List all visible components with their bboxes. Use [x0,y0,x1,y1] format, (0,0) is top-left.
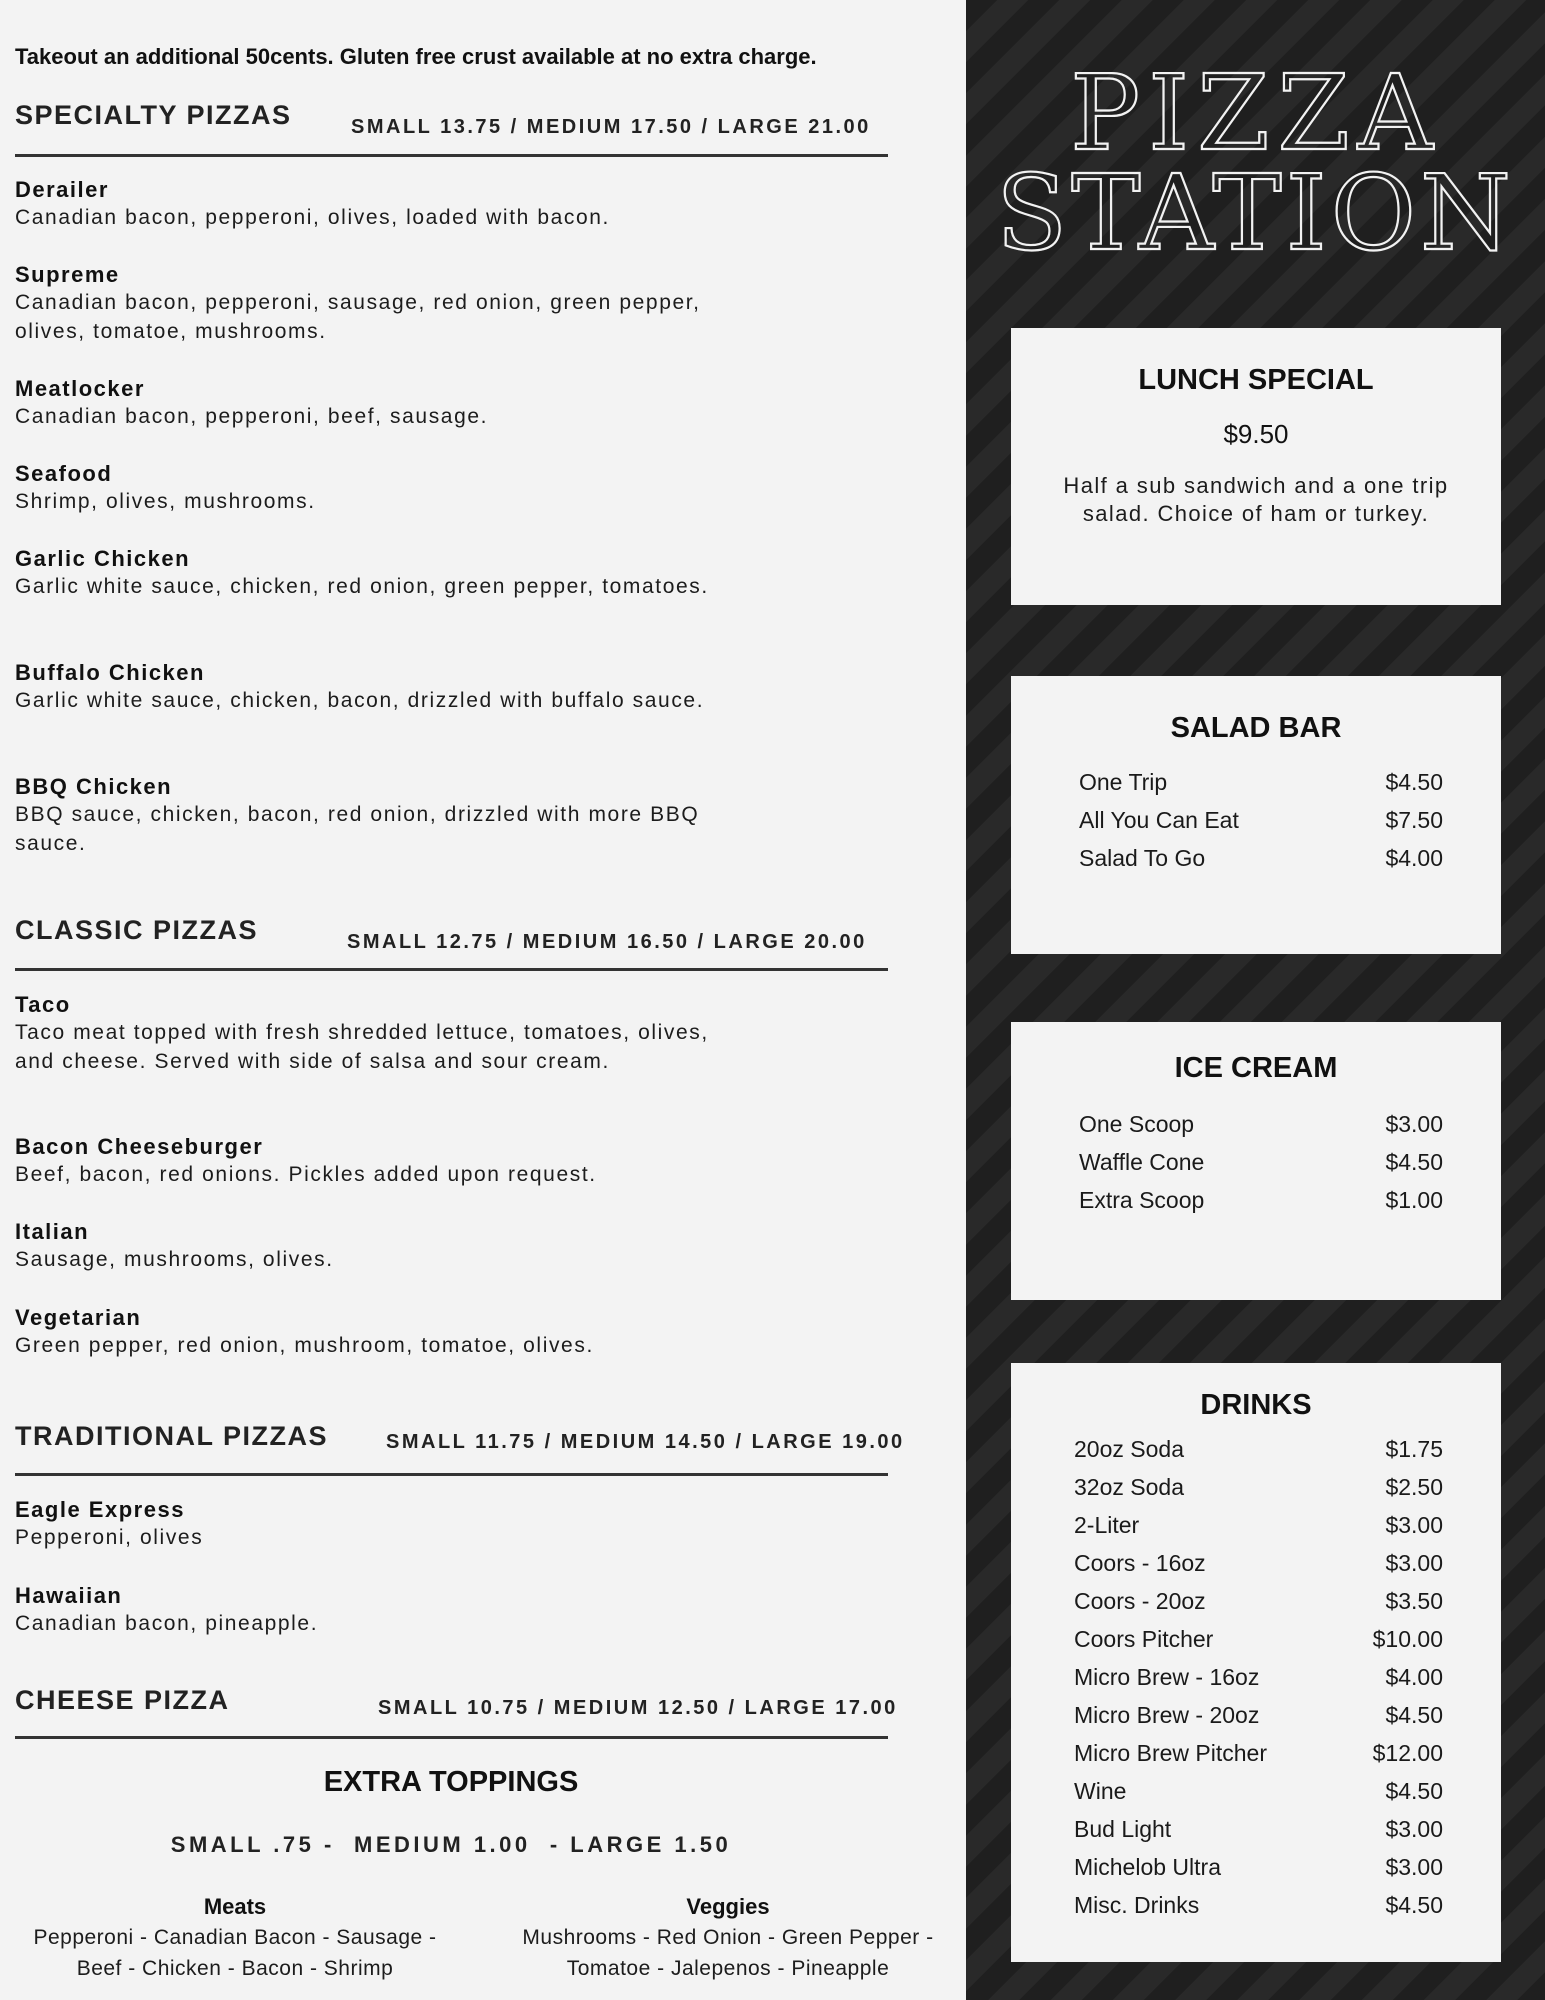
brand-title-line1: PIZZA [1070,52,1441,174]
row-label: Michelob Ultra [1074,1853,1221,1880]
item-name: Derailer [15,177,109,202]
row-label: Micro Brew - 16oz [1074,1663,1260,1690]
row-price: $3.50 [1385,1587,1443,1614]
price-row [1079,1105,1443,1143]
specialty-pizzas-prices: SMALL 13.75 / MEDIUM 17.50 / LARGE 21.00 [351,116,871,138]
row-label: Bud Light [1074,1815,1172,1842]
menu-item [15,1581,755,1639]
takeout-note: Takeout an additional 50cents. Gluten free crust available at no extra charge. [15,44,817,69]
item-description: Beef, bacon, red onions. Pickles added upon request. [15,1163,597,1186]
veggies-list: Mushrooms - Red Onion - Green Pepper - [522,1926,934,1949]
lunch-special-heading: LUNCH SPECIAL [1138,364,1374,396]
row-label: Salad To Go [1079,844,1206,871]
row-label: Waffle Cone [1079,1148,1205,1175]
row-price: $2.50 [1385,1473,1443,1500]
row-label: 20oz Soda [1074,1435,1184,1462]
row-price: $4.50 [1385,1891,1443,1918]
item-description: Canadian bacon, pineapple. [15,1612,319,1635]
price-row [1074,1620,1443,1658]
menu-item [15,1495,755,1553]
classic-pizzas-heading: CLASSIC PIZZAS [15,915,259,945]
drinks-card [1011,1363,1501,1962]
row-price: $4.00 [1385,844,1443,871]
section-divider [15,968,888,971]
menu-item [15,772,705,858]
menu-item [15,260,715,346]
cheese-pizza-prices: SMALL 10.75 / MEDIUM 12.50 / LARGE 17.00 [378,1697,898,1719]
item-name: Meatlocker [15,376,145,401]
item-description: Taco meat topped with fresh shredded lettuce, tomatoes, olives, and cheese. Served with side of salsa and sour cream. [15,1021,709,1073]
item-name: BBQ Chicken [15,774,173,799]
price-row [1074,1582,1443,1620]
price-row [1074,1848,1443,1886]
menu-item [15,1132,755,1190]
row-price: $7.50 [1385,806,1443,833]
section-divider [15,1473,888,1476]
item-description: Garlic white sauce, chicken, bacon, drizzled with buffalo sauce. [15,689,705,712]
row-label: 2-Liter [1074,1511,1140,1538]
specialty-pizzas-heading: SPECIALTY PIZZAS [15,100,292,130]
ice-cream-card [1011,1022,1501,1300]
lunch-special-description: Half a sub sandwich and a one trip salad. Choice of ham or turkey. [1063,473,1449,526]
item-description: Garlic white sauce, chicken, red onion, green pepper, tomatoes. [15,575,709,598]
row-price: $12.00 [1372,1739,1443,1766]
row-price: $4.00 [1385,1663,1443,1690]
row-price: $3.00 [1385,1511,1443,1538]
item-description: Green pepper, red onion, mushroom, tomatoe, olives. [15,1334,594,1357]
item-name: Eagle Express [15,1497,185,1522]
row-price: $3.00 [1385,1549,1443,1576]
salad-bar-card [1011,676,1501,954]
menu-item [15,990,725,1076]
menu-item [15,459,755,517]
menu-item [15,1217,755,1275]
menu-item [15,374,755,432]
row-label: Extra Scoop [1079,1186,1205,1213]
price-row [1074,1430,1443,1468]
traditional-pizzas-prices: SMALL 11.75 / MEDIUM 14.50 / LARGE 19.00 [386,1431,905,1453]
price-row [1074,1810,1443,1848]
price-row [1074,1658,1443,1696]
item-name: Supreme [15,262,120,287]
section-divider [15,154,888,157]
menu-item [15,544,715,602]
section-divider [15,1736,888,1739]
classic-pizzas-prices: SMALL 12.75 / MEDIUM 16.50 / LARGE 20.00 [347,931,867,953]
row-label: Misc. Drinks [1074,1891,1200,1918]
row-label: Micro Brew - 20oz [1074,1701,1260,1728]
row-price: $4.50 [1385,1777,1443,1804]
row-label: 32oz Soda [1074,1473,1184,1500]
row-price: $4.50 [1385,1148,1443,1175]
price-row [1074,1468,1443,1506]
menu-item [15,658,745,716]
salad-bar-heading: SALAD BAR [1170,712,1342,744]
cheese-pizza-heading: CHEESE PIZZA [15,1685,230,1715]
meats-heading: Meats [203,1894,267,1919]
row-price: $3.00 [1385,1815,1443,1842]
price-row [1079,1143,1443,1181]
menu-right-panel [966,0,1545,2000]
item-name: Seafood [15,461,113,486]
row-label: Micro Brew Pitcher [1074,1739,1267,1766]
row-price: $4.50 [1385,1701,1443,1728]
price-row [1074,1544,1443,1582]
item-description: Sausage, mushrooms, olives. [15,1248,334,1271]
meats-column [0,1892,470,1984]
price-row [1074,1506,1443,1544]
item-description: Shrimp, olives, mushrooms. [15,490,316,513]
row-label: Coors - 16oz [1074,1549,1206,1576]
price-row [1079,1181,1443,1219]
item-name: Buffalo Chicken [15,660,205,685]
item-description: Canadian bacon, pepperoni, olives, loaded with bacon. [15,206,610,229]
item-name: Garlic Chicken [15,546,191,571]
ice-cream-heading: ICE CREAM [1174,1052,1338,1084]
traditional-pizzas-heading: TRADITIONAL PIZZAS [15,1421,328,1451]
item-description: Canadian bacon, pepperoni, sausage, red onion, green pepper, olives, tomatoe, mushrooms. [15,291,701,343]
meats-list: Pepperoni - Canadian Bacon - Sausage - [33,1926,437,1949]
item-name: Bacon Cheeseburger [15,1134,264,1159]
row-price: $4.50 [1385,768,1443,795]
item-name: Taco [15,992,71,1017]
row-label: All You Can Eat [1079,806,1239,833]
price-row [1079,801,1443,839]
row-label: Wine [1074,1777,1127,1804]
meats-list: Beef - Chicken - Bacon - Shrimp [76,1957,394,1980]
veggies-list: Tomatoe - Jalepenos - Pineapple [566,1957,890,1980]
item-description: BBQ sauce, chicken, bacon, red onion, drizzled with more BBQ sauce. [15,803,700,855]
row-price: $1.00 [1385,1186,1443,1213]
row-label: One Trip [1079,768,1168,795]
row-price: $10.00 [1372,1625,1443,1652]
lunch-special-card [1011,328,1501,605]
price-row [1079,763,1443,801]
drinks-heading: DRINKS [1200,1389,1312,1421]
menu-item [15,1303,755,1361]
item-name: Hawaiian [15,1583,123,1608]
veggies-heading: Veggies [686,1894,770,1919]
row-label: Coors - 20oz [1074,1587,1206,1614]
item-description: Pepperoni, olives [15,1526,204,1549]
brand-title-line2: STATION [995,152,1516,274]
item-name: Vegetarian [15,1305,142,1330]
price-row [1074,1886,1443,1924]
extra-toppings-prices: SMALL .75 - MEDIUM 1.00 - LARGE 1.50 [170,1832,732,1857]
veggies-column [493,1892,963,1984]
row-price: $3.00 [1385,1853,1443,1880]
lunch-special-price: $9.50 [1223,419,1289,449]
row-label: One Scoop [1079,1110,1195,1137]
extra-toppings-heading: EXTRA TOPPINGS [323,1766,579,1798]
item-name: Italian [15,1219,90,1244]
menu-item [15,175,755,233]
row-price: $3.00 [1385,1110,1443,1137]
price-row [1074,1696,1443,1734]
row-price: $1.75 [1385,1435,1443,1462]
item-description: Canadian bacon, pepperoni, beef, sausage. [15,405,489,428]
price-row [1074,1734,1443,1772]
price-row [1074,1772,1443,1810]
price-row [1079,839,1443,877]
row-label: Coors Pitcher [1074,1625,1214,1652]
